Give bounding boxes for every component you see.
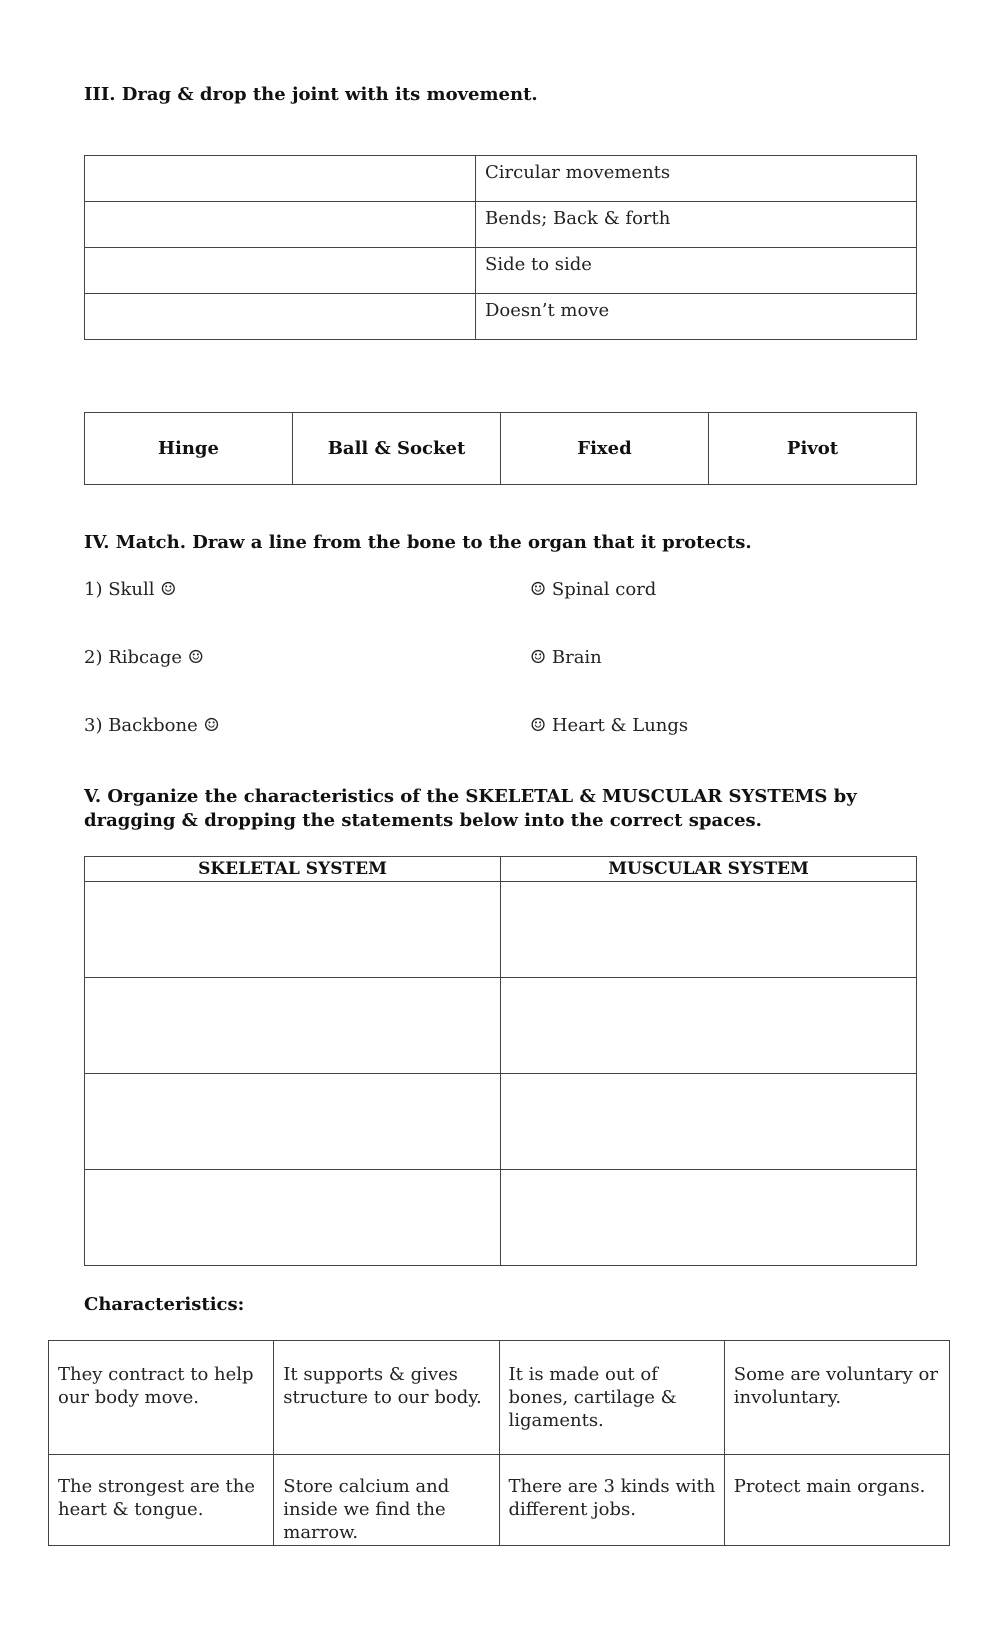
muscular-drop-zone[interactable]: [501, 882, 917, 978]
joint-choice-pivot[interactable]: Pivot: [709, 413, 917, 485]
joint-drop-zone[interactable]: [85, 202, 476, 248]
bone-item-ribcage[interactable]: 2) Ribcage ☺: [84, 647, 204, 668]
joint-drop-zone[interactable]: [85, 156, 476, 202]
characteristic-card[interactable]: There are 3 kinds with different jobs.: [499, 1455, 724, 1546]
joint-drop-zone[interactable]: [85, 248, 476, 294]
muscular-system-header: MUSCULAR SYSTEM: [501, 857, 917, 882]
section-3-title: III. Drag & drop the joint with its movement.: [84, 84, 538, 105]
skeletal-drop-zone[interactable]: [85, 1170, 501, 1266]
muscular-drop-zone[interactable]: [501, 1170, 917, 1266]
joint-choice-hinge[interactable]: Hinge: [85, 413, 293, 485]
characteristic-card[interactable]: Some are voluntary or involuntary.: [724, 1341, 949, 1455]
movement-label: Doesn’t move: [476, 294, 917, 340]
systems-sort-table: [84, 856, 917, 1266]
joint-drop-zone[interactable]: [85, 294, 476, 340]
characteristic-card[interactable]: Protect main organs.: [724, 1455, 949, 1546]
joint-movement-table: [84, 155, 917, 340]
bone-item-skull[interactable]: 1) Skull ☺: [84, 579, 177, 600]
skeletal-system-header: SKELETAL SYSTEM: [85, 857, 501, 882]
section-4-title: IV. Match. Draw a line from the bone to the organ that it protects.: [84, 532, 752, 553]
skeletal-drop-zone[interactable]: [85, 882, 501, 978]
section-5-title-line-2: dragging & dropping the statements below into the correct spaces.: [84, 810, 762, 831]
characteristics-label: Characteristics:: [84, 1294, 245, 1315]
muscular-drop-zone[interactable]: [501, 978, 917, 1074]
section-5-title-line-1: V. Organize the characteristics of the SKELETAL & MUSCULAR SYSTEMS by: [84, 786, 857, 807]
movement-label: Bends; Back & forth: [476, 202, 917, 248]
muscular-drop-zone[interactable]: [501, 1074, 917, 1170]
characteristic-card[interactable]: It is made out of bones, cartilage & ligaments.: [499, 1341, 724, 1455]
characteristic-card[interactable]: They contract to help our body move.: [49, 1341, 274, 1455]
movement-label: Circular movements: [476, 156, 917, 202]
joint-choices-table: [84, 412, 917, 485]
characteristic-card[interactable]: The strongest are the heart & tongue.: [49, 1455, 274, 1546]
joint-choice-ball-socket[interactable]: Ball & Socket: [293, 413, 501, 485]
organ-item-brain[interactable]: ☺ Brain: [530, 647, 602, 668]
organ-item-heart-lungs[interactable]: ☺ Heart & Lungs: [530, 715, 689, 736]
skeletal-drop-zone[interactable]: [85, 978, 501, 1074]
bone-item-backbone[interactable]: 3) Backbone ☺: [84, 715, 220, 736]
characteristic-card[interactable]: Store calcium and inside we find the marrow.: [274, 1455, 499, 1546]
organ-item-spinal-cord[interactable]: ☺ Spinal cord: [530, 579, 657, 600]
joint-choice-fixed[interactable]: Fixed: [501, 413, 709, 485]
movement-label: Side to side: [476, 248, 917, 294]
characteristic-card[interactable]: It supports & gives structure to our body.: [274, 1341, 499, 1455]
characteristics-table: [48, 1340, 950, 1546]
skeletal-drop-zone[interactable]: [85, 1074, 501, 1170]
